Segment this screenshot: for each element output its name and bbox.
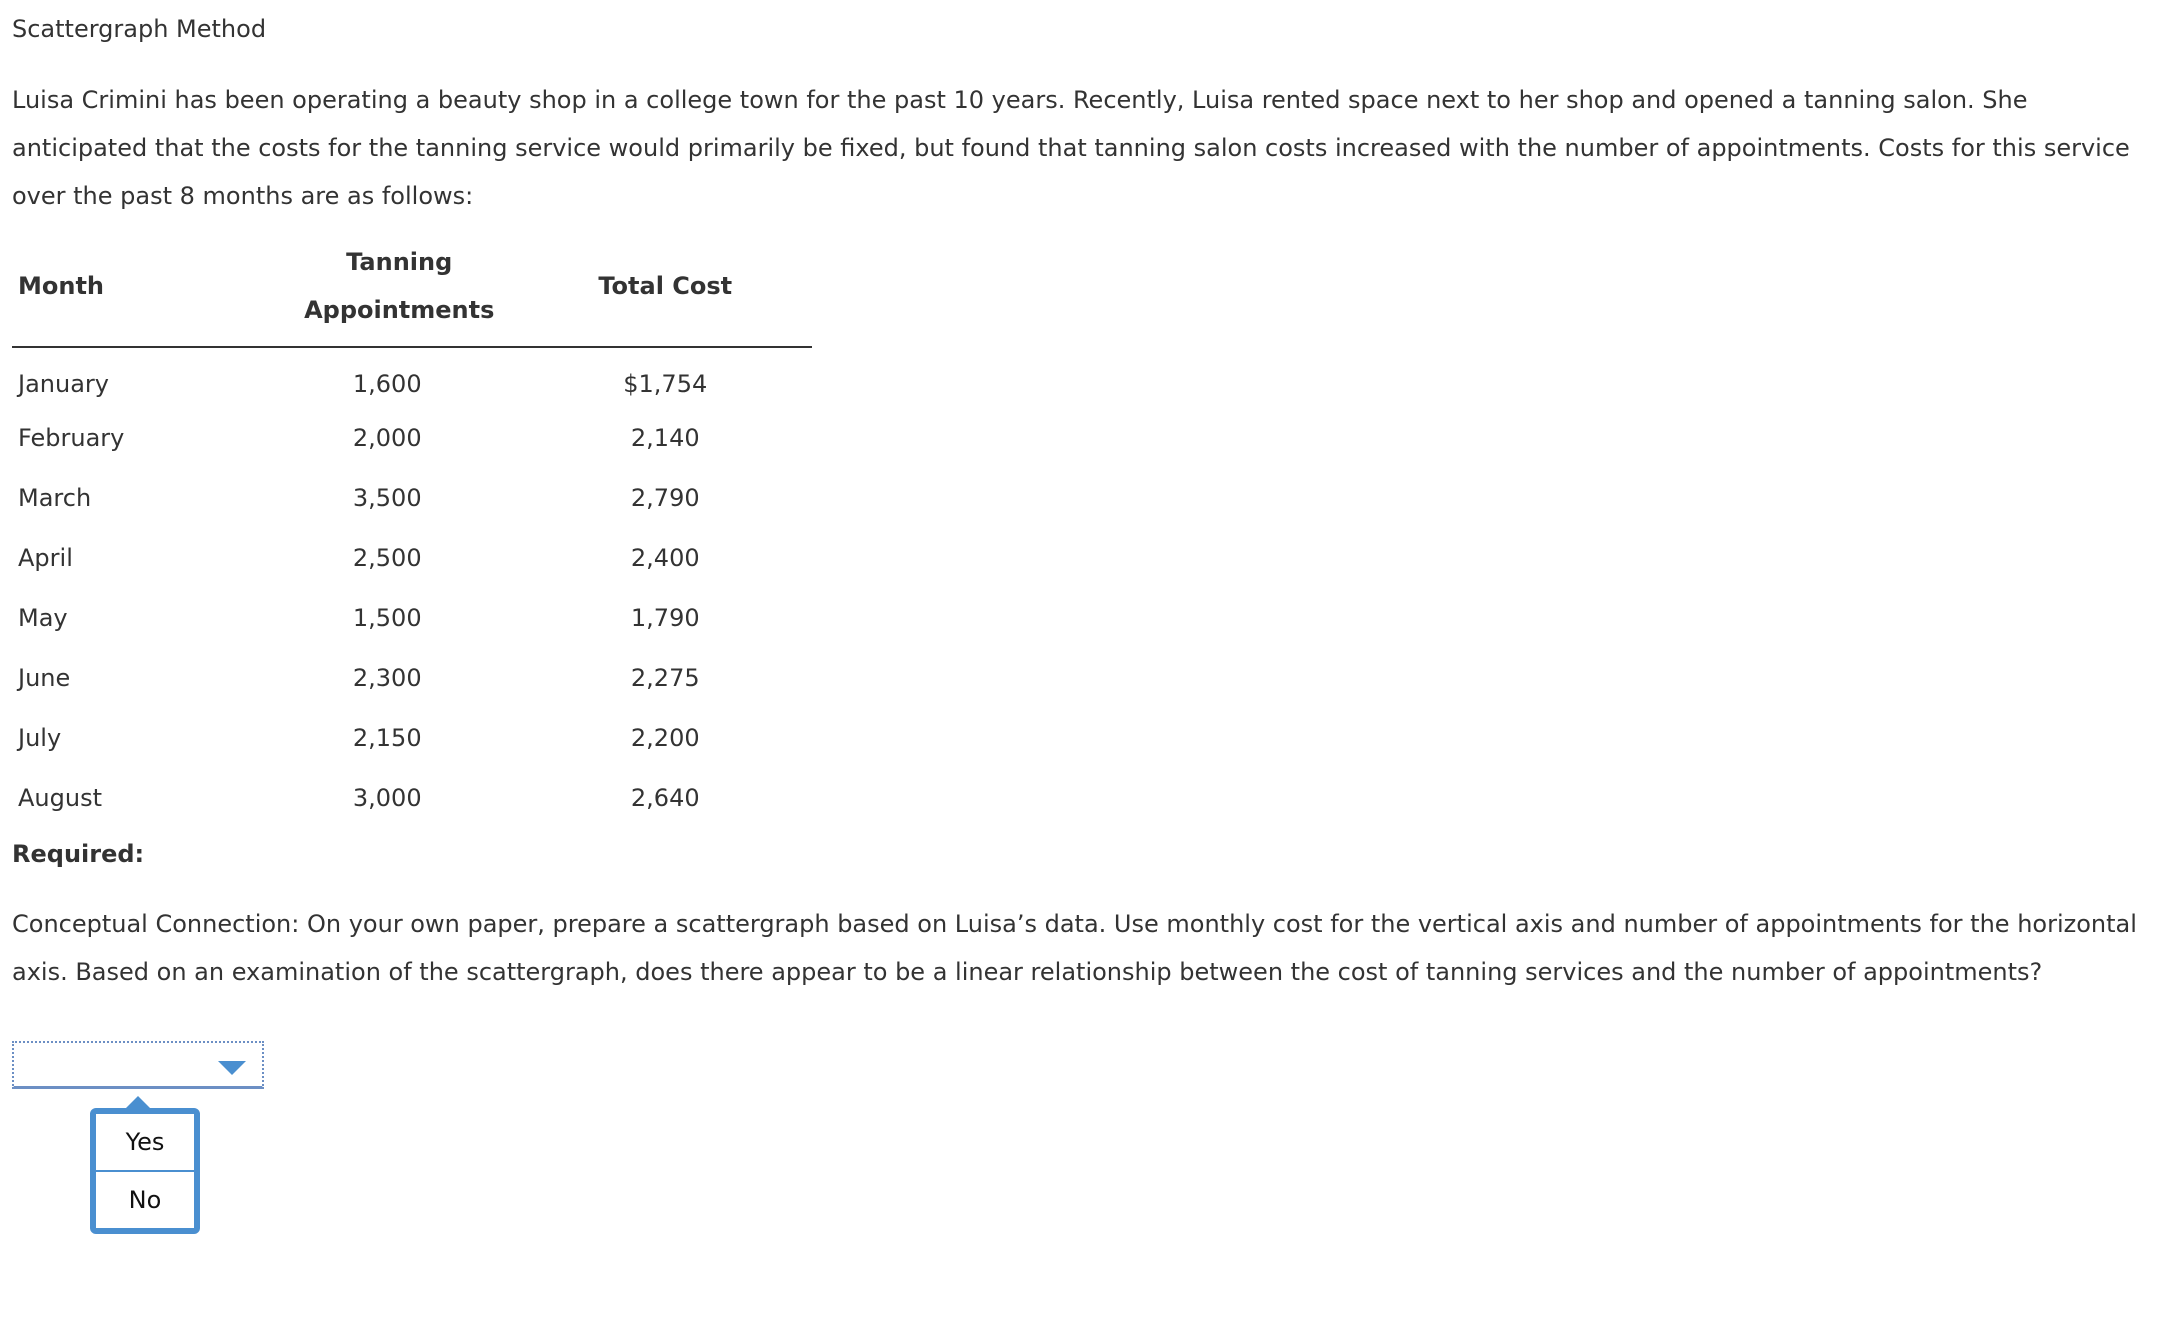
total-cost-cell: 2,400 [630,544,700,572]
table-row [12,768,812,828]
dropdown-option-yes[interactable]: Yes [125,1128,165,1156]
page-title: Scattergraph Method [12,15,267,43]
appointments-cell: 3,000 [352,784,422,812]
table-row [12,528,812,588]
table-row [12,648,812,708]
column-header-appointments-line2: Appointments [304,296,495,324]
table-row [12,347,812,408]
column-header-appointments [280,238,519,347]
required-label: Required: [12,840,145,868]
month-cell: February [18,424,125,452]
total-cost-cell: 2,140 [630,424,700,452]
month-cell: July [18,724,62,752]
table-row [12,588,812,648]
appointments-cell: 2,500 [352,544,422,572]
total-cost-cell: 2,200 [630,724,700,752]
appointments-cell: 1,600 [352,370,422,398]
cost-data-table [12,238,812,828]
total-cost-cell: 2,640 [630,784,700,812]
month-cell: August [18,784,102,812]
appointments-cell: 1,500 [352,604,422,632]
appointments-cell: 3,500 [352,484,422,512]
problem-intro: Luisa Crimini has been operating a beauty shop in a college town for the past 10 years. Recently, Luisa rented space next to her shop and opened a tanning salon. She anticipated that the costs for the tanning service would primarily be fixed, but found that tanning salon costs increased with the number of appointments. Costs for this service over the past 8 months are as follows: [12,86,2130,210]
table-row [12,708,812,768]
total-cost-cell: 1,790 [630,604,700,632]
column-header-appointments-line1: Tanning [346,248,453,276]
month-cell: April [18,544,73,572]
table-header-row [12,238,812,347]
appointments-cell: 2,300 [352,664,422,692]
dropdown-menu [90,1108,200,1234]
table-row [12,468,812,528]
appointments-cell: 2,000 [352,424,422,452]
dropdown-option-no[interactable]: No [96,1170,194,1228]
column-header-total-cost: Total Cost [519,238,812,347]
month-cell: January [18,370,109,398]
question-text: Conceptual Connection: On your own paper, prepare a scattergraph based on Luisa’s data. Use monthly cost for the vertical axis and number of appointments for the horizontal axis. Based on an examination of the scattergraph, does there appear to be a linear relationship between the cost of tanning services and the number of appointments? [12,910,2137,986]
month-cell: June [18,664,71,692]
column-header-month: Month [12,238,280,347]
total-cost-cell: 2,275 [630,664,700,692]
total-cost-cell: 2,790 [630,484,700,512]
answer-dropdown[interactable] [12,1041,264,1089]
month-cell: March [18,484,92,512]
month-cell: May [18,604,68,632]
chevron-down-icon[interactable] [218,1061,246,1075]
total-cost-cell: $1,754 [623,370,708,398]
table-row [12,408,812,468]
appointments-cell: 2,150 [352,724,422,752]
